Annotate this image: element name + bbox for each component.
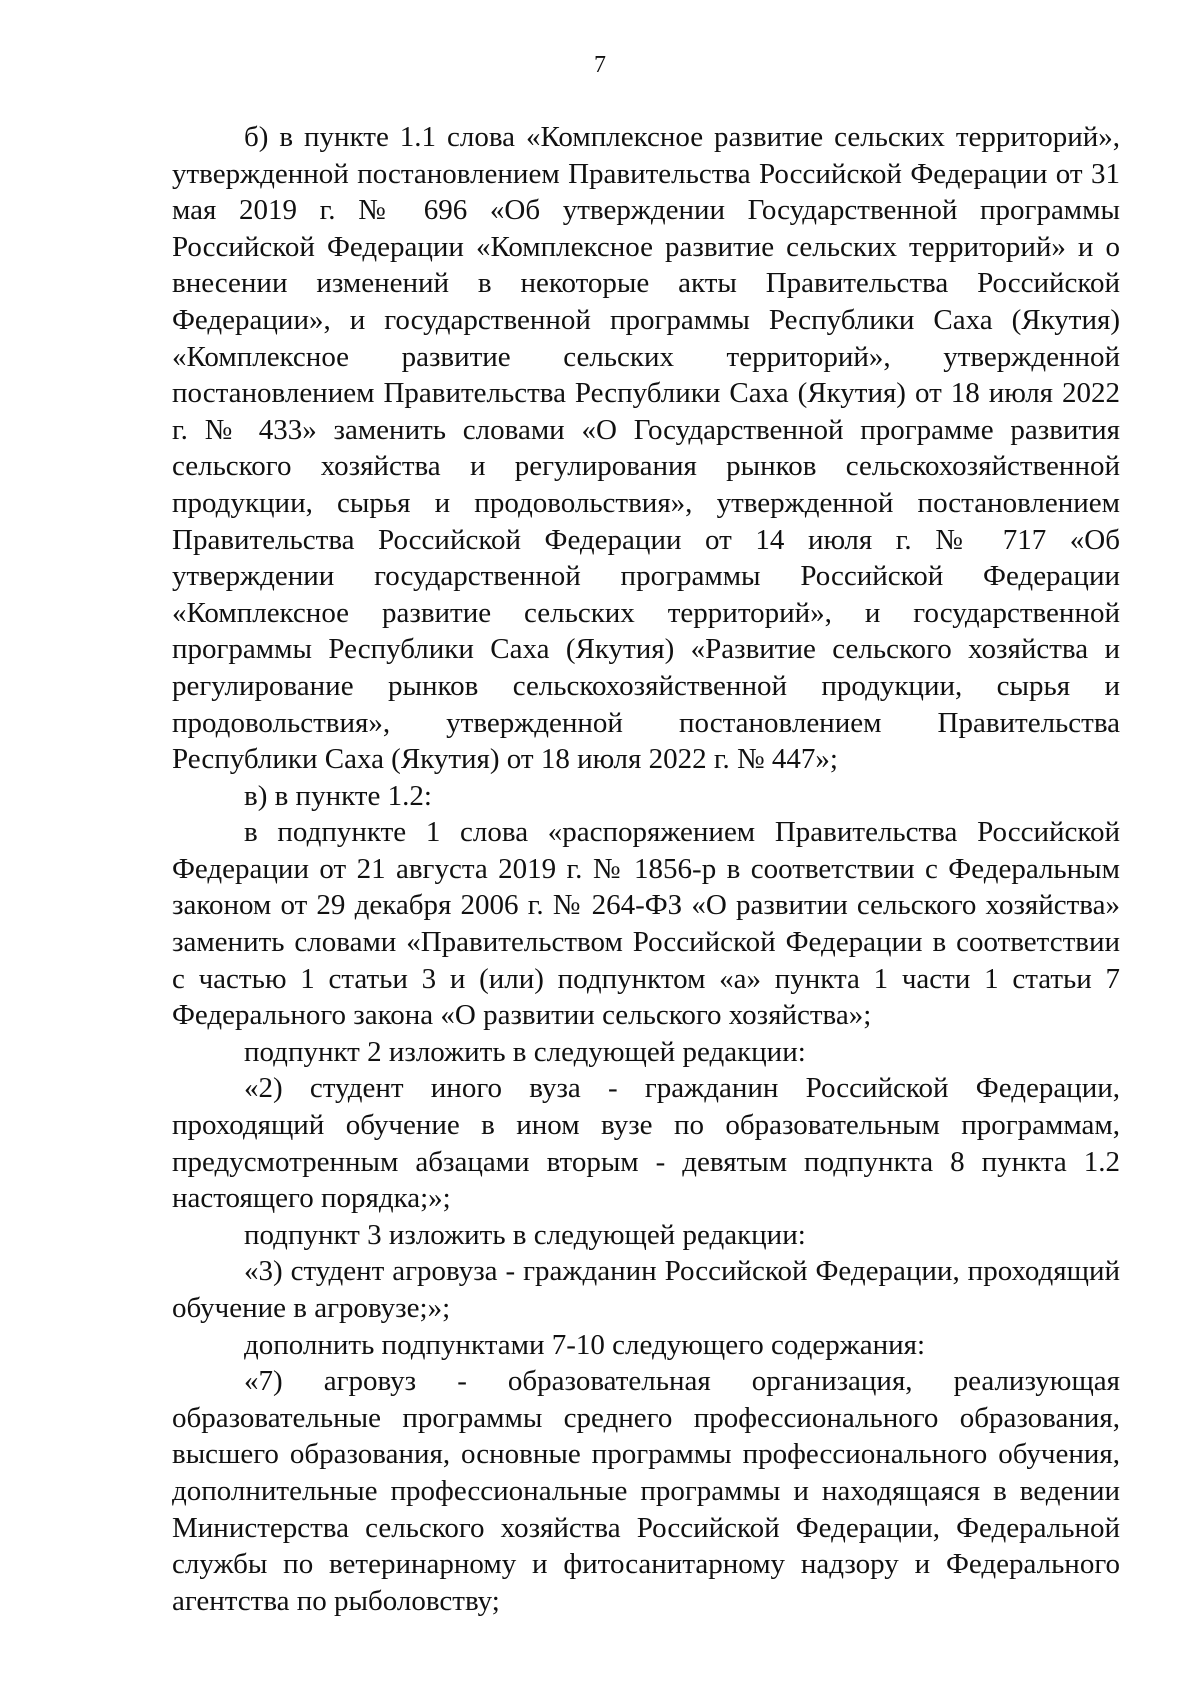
paragraph-subpoint-2-text: «2) студент иного вуза - гражданин Российской Федерации, проходящий обучение в ином вузе по образовательным программам, предусмотренным абзацами вторым - девятым подпункта 8 пункта 1.2 настоящего порядка;»; [172,1072,1120,1215]
paragraph-subpoint-1: в подпункте 1 слова «распоряжением Правительства Российской Федерации от 21 августа 2019 г. № 1856-р в соответствии с Федеральным законом от 29 декабря 2006 г. № 264-ФЗ «О развитии сельского хозяйства» заменить словами «Правительством Российской Федерации в соответствии с частью 1 статьи 3 и (или) подпунктом «а» пункта 1 части 1 статьи 7 Федерального закона «О развитии сельского хозяйства»; [172,816,1120,1032]
paragraph-subpoint-3-text: «3) студент агровуза - гражданин Российской Федерации, проходящий обучение в агровузе;»; [172,1255,1120,1324]
paragraph-subpoint-7-text: «7) агровуз - образовательная организация, реализующая образовательные программы среднего профессионального образования, высшего образования, основные программы профессионального обучения, дополнительные профессиональные программы и находящаяся в ведении Министерства сельского хозяйства Российской Федерации, Федеральной службы по ветеринарному и фитосанитарному надзору и Федерального агентства по рыболовству; [172,1365,1120,1617]
paragraph-add-subpoints-intro: дополнить подпунктами 7-10 следующего содержания: [244,1328,926,1361]
paragraph-b-point-1-1: б) в пункте 1.1 слова «Комплексное развитие сельских территорий», утвержденной постановлением Правительства Российской Федерации от 31 мая 2019 г. № 696 «Об утверждении Государственной программы Российской Федерации «Комплексное развитие сельских территорий» и о внесении изменений в некоторые акты Правительства Российской Федерации», и государственной программы Республики Саха (Якутия) «Комплексное развитие сельских территорий», утвержденной постановлением Правительства Республики Саха (Якутия) от 18 июля 2022 г. № 433» заменить словами «О Государственной программе развития сельского хозяйства и регулирования рынков сельскохозяйственной продукции, сырья и продовольствия», утвержденной постановлением Правительства Российской Федерации от 14 июля г. № 717 «Об утверждении государственной программы Российской Федерации «Комплексное развитие сельских территорий», и государственной программы Республики Саха (Якутия) «Развитие сельского хозяйства и регулирование рынков сельскохозяйственной продукции, сырья и продовольствия», утвержденной постановлением Правительства Республики Саха (Якутия) от 18 июля 2022 г. № 447»; [172,121,1120,776]
page-number: 7 [594,52,606,78]
document-body [172,119,1120,1619]
paragraph-v-point-1-2: в) в пункте 1.2: [244,779,432,812]
paragraph-subpoint-2-intro: подпункт 2 изложить в следующей редакции: [244,1035,806,1068]
paragraph-subpoint-3-intro: подпункт 3 изложить в следующей редакции: [244,1218,806,1251]
